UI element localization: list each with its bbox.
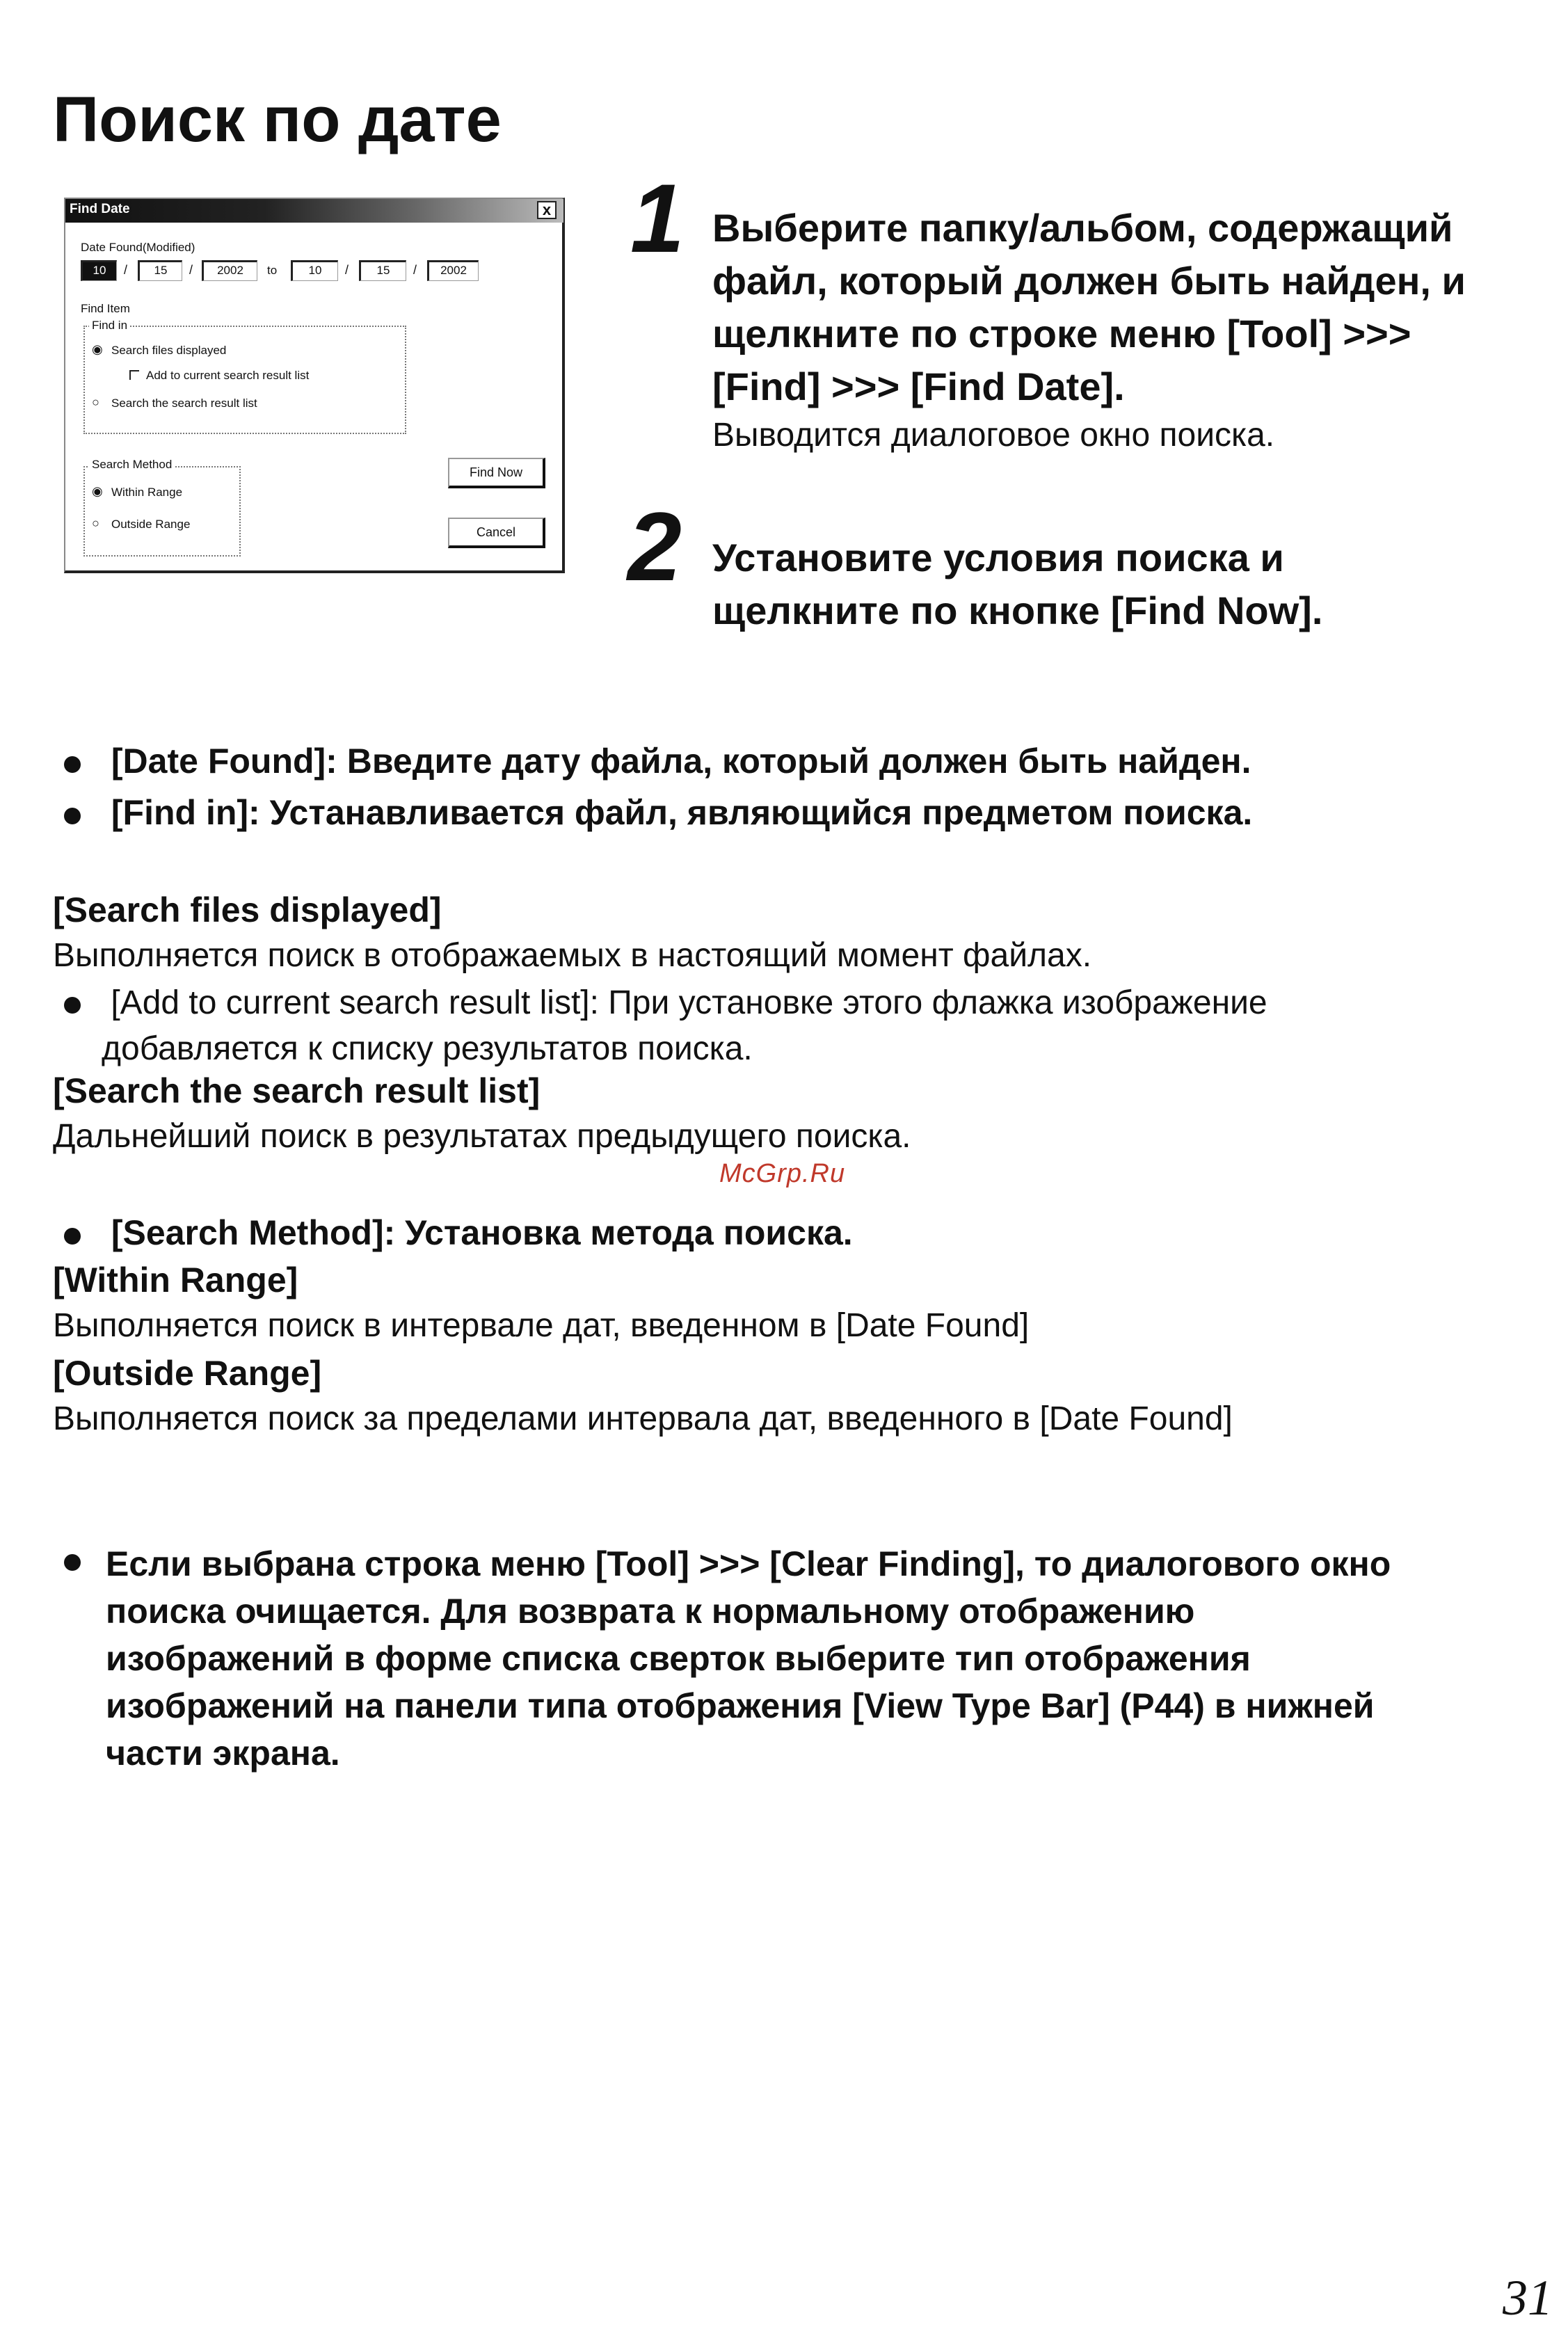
note-line: изображений в форме списка сверток выберите тип отображения [106,1639,1251,1678]
bullet-text: [Date Found]: Введите дату файла, который должен быть найден. [111,742,1251,781]
bullet-add-to-current-cont: добавляется к списку результатов поиска. [102,1030,753,1067]
bullet-date-found [64,736,1251,786]
cancel-button[interactable]: Cancel [448,518,545,548]
within-range-option[interactable]: Within Range [111,486,183,499]
page-number: 31 [1503,2270,1553,2326]
bullet-icon [64,1554,81,1571]
add-to-current-checkbox[interactable] [129,370,139,380]
date-separator: / [413,263,417,277]
search-method-group [83,466,241,557]
heading-within-range: [Within Range] [53,1261,298,1300]
to-month-field[interactable]: 10 [291,260,338,281]
bullet-icon [64,997,81,1014]
heading-search-result-list: [Search the search result list] [53,1071,541,1110]
date-separator: / [189,263,193,277]
to-year-field[interactable]: 2002 [427,260,479,281]
step-text-line: Выберите папку/альбом, содержащий [712,206,1453,250]
close-button[interactable] [537,201,557,219]
watermark: McGrp.Ru [719,1159,846,1188]
text-search-result-list: Дальнейший поиск в результатах предыдущего поиска. [53,1118,911,1155]
date-separator: / [124,263,128,277]
date-found-label: Date Found(Modified) [81,241,195,254]
radio-unselected-icon[interactable]: ○ [92,516,99,530]
note-line: части экрана. [106,1734,340,1773]
step-text-line: файл, который должен быть найден, и [712,259,1466,303]
heading-search-files-displayed: [Search files displayed] [53,890,442,929]
bullet-icon [64,1228,81,1245]
note-line: Если выбрана строка меню [Tool] >>> [Clear Finding], то диалогового окно [106,1544,1391,1583]
step-number: 2 [627,492,682,601]
search-files-displayed-option[interactable]: Search files displayed [111,344,227,357]
text-outside-range: Выполняется поиск за пределами интервала дат, введенного в [Date Found] [53,1400,1233,1437]
radio-selected-icon[interactable]: ◉ [92,342,103,356]
step-text-line: Установите условия поиска и [712,536,1284,579]
step-number: 1 [630,163,685,273]
search-result-list-option[interactable]: Search the search result list [111,397,257,410]
radio-unselected-icon[interactable]: ○ [92,395,99,409]
note-clear-finding [106,1540,1391,1777]
to-label: to [267,264,278,277]
bullet-search-method [64,1208,853,1258]
from-month-field[interactable]: 10 [81,260,117,281]
add-to-current-label: Add to current search result list [146,369,310,382]
dialog-title: Find Date [70,202,130,216]
close-icon: x [542,201,552,218]
step-text-line: [Find] >>> [Find Date]. [712,365,1125,408]
bullet-text: [Search Method]: Установка метода поиска. [111,1213,853,1252]
step-text-line: щелкните по кнопке [Find Now]. [712,589,1323,632]
page-title: Поиск по дате [53,84,502,155]
step-text-line: щелкните по строке меню [Tool] >>> [712,312,1411,355]
date-separator: / [345,263,349,277]
step-2-instruction [712,531,1322,637]
bullet-add-to-current [64,981,1267,1025]
from-year-field[interactable]: 2002 [202,260,257,281]
bullet-icon [64,756,81,773]
note-bullet [64,1554,74,1574]
dialog-titlebar [65,199,563,223]
step-1-result: Выводится диалоговое окно поиска. [712,417,1275,454]
bullet-icon [64,808,81,824]
text-within-range: Выполняется поиск в интервале дат, введенном в [Date Found] [53,1307,1030,1344]
search-method-label: Search Method [89,458,175,472]
text-search-files-displayed: Выполняется поиск в отображаемых в настоящий момент файлах. [53,937,1092,974]
heading-outside-range: [Outside Range] [53,1354,322,1393]
note-line: изображений на панели типа отображения [View Type Bar] (P44) в нижней [106,1686,1375,1725]
find-item-label: Find Item [81,302,130,315]
outside-range-option[interactable]: Outside Range [111,518,191,531]
step-1-instruction [712,202,1466,413]
from-day-field[interactable]: 15 [138,260,182,281]
find-now-button[interactable]: Find Now [448,458,545,488]
radio-selected-icon[interactable]: ◉ [92,484,103,498]
find-date-dialog [64,198,565,573]
note-line: поиска очищается. Для возврата к нормальному отображению [106,1592,1195,1631]
bullet-text: [Find in]: Устанавливается файл, являющийся предметом поиска. [111,793,1253,832]
to-day-field[interactable]: 15 [359,260,406,281]
find-in-label: Find in [89,319,130,333]
bullet-text: [Add to current search result list]: При установке этого флажка изображение [111,984,1267,1021]
bullet-find-in [64,787,1252,838]
